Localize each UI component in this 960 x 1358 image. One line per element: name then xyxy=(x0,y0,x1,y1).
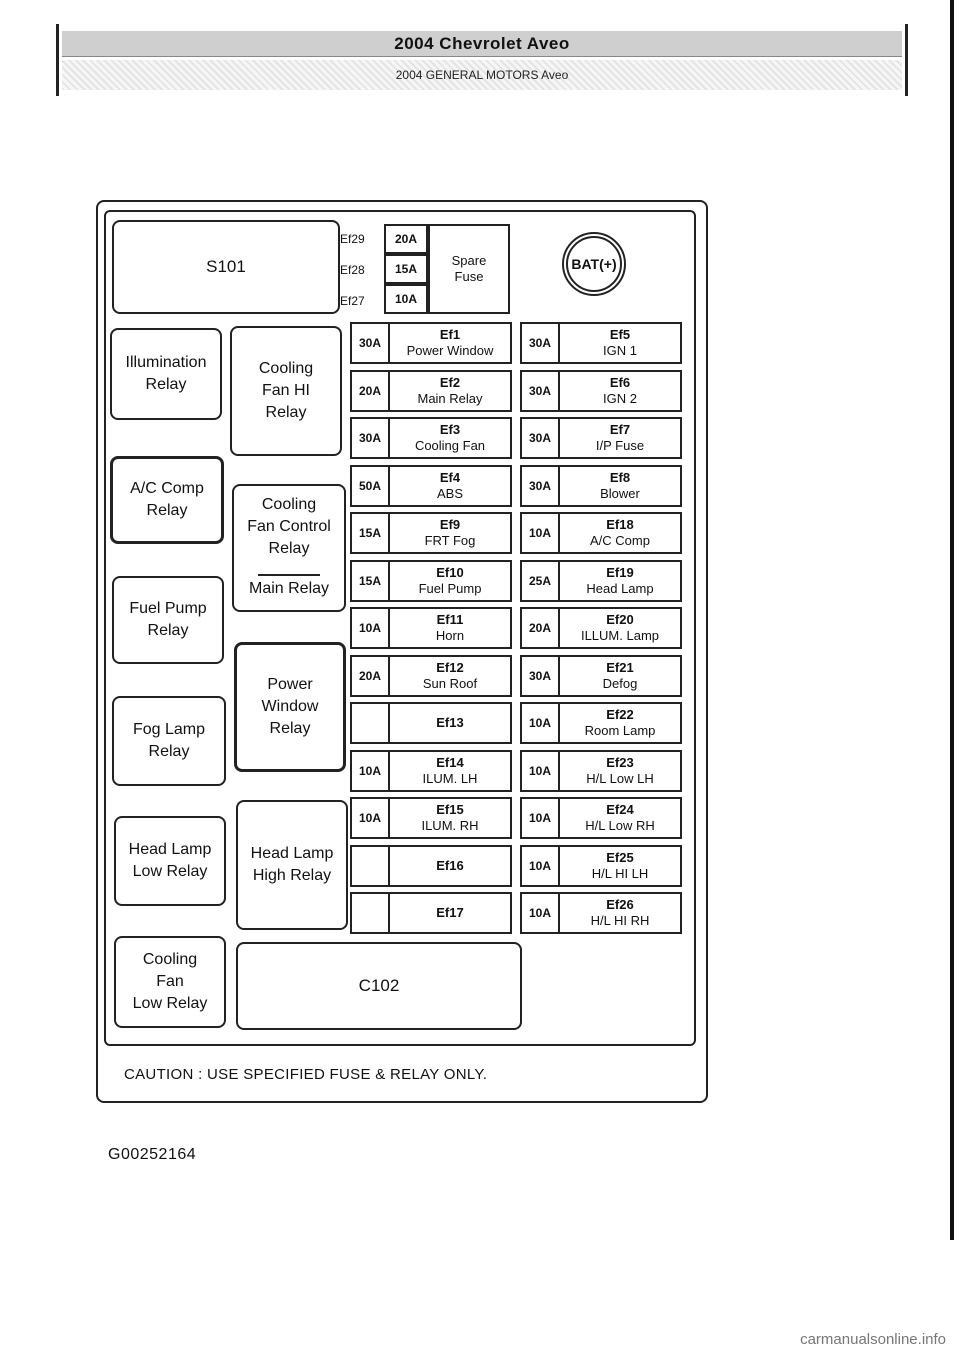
relay-line: Illumination xyxy=(125,354,207,371)
fuse-slot xyxy=(390,417,512,459)
fuse-amperage: 50A xyxy=(350,465,390,507)
fuse-slot xyxy=(560,655,682,697)
fuse-circuit: Power Window xyxy=(406,343,494,358)
fuse-id: Ef10 xyxy=(436,565,464,580)
fuse-amperage: 30A xyxy=(520,655,560,697)
fuse-slot xyxy=(560,607,682,649)
relay-head-lamp-high xyxy=(236,800,348,930)
relay-line: Fog Lamp xyxy=(132,721,206,738)
relay-line: Power xyxy=(267,676,313,693)
fuse-id: Ef25 xyxy=(606,850,634,865)
fuse-slot xyxy=(560,702,682,744)
relay-fog-lamp xyxy=(112,696,226,786)
fuse-circuit: Defog xyxy=(602,676,638,691)
fuse-id: Ef6 xyxy=(609,375,631,390)
fuse-circuit: I/P Fuse xyxy=(595,438,645,453)
fuse-id: Ef14 xyxy=(436,755,464,770)
fuse-circuit: IGN 2 xyxy=(603,391,637,406)
fuse-slot xyxy=(560,892,682,934)
fuse-slot xyxy=(390,370,512,412)
fuse-id: Ef20 xyxy=(606,612,634,627)
connector-c102-label: C102 xyxy=(358,976,400,995)
battery-terminal-label: BAT(+) xyxy=(566,236,622,292)
fuse-amperage: 20A xyxy=(350,370,390,412)
spare-slot-amp: 15A xyxy=(384,254,428,284)
fuse-slot xyxy=(390,512,512,554)
page-edge-line xyxy=(950,0,954,1240)
caution-note: CAUTION : USE SPECIFIED FUSE & RELAY ONLY. xyxy=(124,1066,488,1083)
fuse-id: Ef19 xyxy=(606,565,634,580)
fuse-circuit: H/L Low LH xyxy=(586,771,654,786)
fuse-slot xyxy=(390,750,512,792)
fuse-id: Ef9 xyxy=(439,517,461,532)
fuse-amperage: 10A xyxy=(520,750,560,792)
fuse-amperage: 30A xyxy=(520,370,560,412)
fuse-amperage: 15A xyxy=(350,560,390,602)
relay-line: Low Relay xyxy=(132,995,208,1012)
relay-line: Cooling xyxy=(258,360,314,377)
fuse-slot xyxy=(390,560,512,602)
relay-line: Fan HI xyxy=(261,382,310,399)
fuse-slot xyxy=(560,560,682,602)
connector-s101-label: S101 xyxy=(206,257,246,276)
fuse-slot xyxy=(390,797,512,839)
fuse-circuit: ILUM. RH xyxy=(421,818,479,833)
relay-line: Relay xyxy=(147,622,189,639)
fuse-circuit: FRT Fog xyxy=(424,533,476,548)
fuse-slot xyxy=(390,322,512,364)
fuse-amperage xyxy=(350,702,390,744)
spare-slot-amp: 20A xyxy=(384,224,428,254)
fuse-id: Ef16 xyxy=(436,858,464,873)
spare-slot-amp: 10A xyxy=(384,284,428,314)
fuse-slot xyxy=(560,322,682,364)
fuse-id: Ef26 xyxy=(606,897,634,912)
fuse-amperage: 25A xyxy=(520,560,560,602)
fuse-slot xyxy=(390,607,512,649)
relay-cooling-fan-hi xyxy=(230,326,342,456)
spare-slot-id: Ef27 xyxy=(340,294,365,308)
fuse-id: Ef5 xyxy=(609,327,631,342)
fuse-circuit: H/L Low RH xyxy=(585,818,655,833)
fuse-amperage: 10A xyxy=(520,512,560,554)
page-title: 2004 Chevrolet Aveo xyxy=(62,31,902,57)
fuse-slot xyxy=(560,750,682,792)
fuse-id: Ef3 xyxy=(439,422,461,437)
relay-line: Relay xyxy=(145,376,187,393)
fuse-amperage: 30A xyxy=(350,322,390,364)
fuse-id: Ef8 xyxy=(609,470,631,485)
watermark: carmanualsonline.info xyxy=(800,1331,946,1348)
relay-illumination xyxy=(110,328,222,420)
relay-line: Relay xyxy=(269,720,311,737)
fuse-slot xyxy=(560,465,682,507)
fuse-circuit: H/L HI LH xyxy=(591,866,649,881)
fuse-amperage: 30A xyxy=(520,417,560,459)
spare-slot-id: Ef28 xyxy=(340,263,365,277)
page-subtitle: 2004 GENERAL MOTORS Aveo xyxy=(62,60,902,90)
battery-terminal xyxy=(562,232,626,296)
fuse-id: Ef13 xyxy=(436,715,464,730)
relay-main: Main Relay xyxy=(248,580,330,597)
fuse-id: Ef7 xyxy=(609,422,631,437)
fuse-amperage: 10A xyxy=(520,702,560,744)
relay-line: Cooling xyxy=(142,951,198,968)
relay-line: Head Lamp xyxy=(128,841,212,858)
spare-fuse-label xyxy=(428,224,510,314)
fuse-amperage: 10A xyxy=(350,607,390,649)
fuse-id: Ef17 xyxy=(436,905,464,920)
spare-slot-id: Ef29 xyxy=(340,232,365,246)
fuse-amperage xyxy=(350,892,390,934)
fuse-slot xyxy=(390,702,512,744)
fuse-amperage: 10A xyxy=(350,750,390,792)
fuse-id: Ef24 xyxy=(606,802,634,817)
relay-line: Head Lamp xyxy=(250,845,334,862)
fuse-amperage: 10A xyxy=(520,797,560,839)
fuse-slot xyxy=(560,417,682,459)
relay-line: Relay xyxy=(265,404,307,421)
fuse-amperage: 30A xyxy=(520,322,560,364)
fuse-circuit: Horn xyxy=(435,628,465,643)
fuse-slot xyxy=(560,512,682,554)
relay-cooling-fan-low xyxy=(114,936,226,1028)
fuse-amperage: 10A xyxy=(350,797,390,839)
relay-line: Relay xyxy=(146,502,188,519)
relay-cooling-fan-control-label xyxy=(234,494,344,560)
fuse-circuit: Fuel Pump xyxy=(418,581,482,596)
fuse-amperage: 10A xyxy=(520,845,560,887)
figure-id: G00252164 xyxy=(108,1146,197,1163)
fuse-slot xyxy=(560,797,682,839)
fuse-circuit: Head Lamp xyxy=(586,581,654,596)
fuse-circuit: A/C Comp xyxy=(590,533,650,548)
fuse-id: Ef23 xyxy=(606,755,634,770)
relay-line: Relay xyxy=(148,743,190,760)
fuse-amperage: 30A xyxy=(520,465,560,507)
relay-line: Cooling xyxy=(261,496,317,513)
fuse-id: Ef2 xyxy=(439,375,461,390)
relay-line: Window xyxy=(261,698,319,715)
fuse-amperage: 20A xyxy=(350,655,390,697)
relay-line: Fan Control xyxy=(247,518,331,535)
fuse-circuit: ILLUM. Lamp xyxy=(580,628,660,643)
fuse-id: Ef21 xyxy=(606,660,634,675)
fuse-circuit: Room Lamp xyxy=(584,723,656,738)
fuse-slot xyxy=(560,845,682,887)
relay-line: Fuel Pump xyxy=(129,600,207,617)
fuse-circuit: Main Relay xyxy=(417,391,483,406)
fuse-circuit: IGN 1 xyxy=(603,343,637,358)
fuse-slot xyxy=(390,845,512,887)
relay-line: Low Relay xyxy=(132,863,208,880)
fuse-circuit: Cooling Fan xyxy=(414,438,486,453)
fuse-id: Ef4 xyxy=(439,470,461,485)
fuse-id: Ef12 xyxy=(436,660,464,675)
fuse-circuit: ABS xyxy=(436,486,463,501)
relay-line: A/C Comp xyxy=(130,480,204,497)
fuse-amperage: 15A xyxy=(350,512,390,554)
fuse-slot xyxy=(390,655,512,697)
fuse-amperage xyxy=(350,845,390,887)
fuse-id: Ef1 xyxy=(439,327,461,342)
fuse-id: Ef15 xyxy=(436,802,464,817)
fuse-id: Ef18 xyxy=(606,517,634,532)
fuse-slot xyxy=(390,892,512,934)
relay-line: High Relay xyxy=(252,867,332,884)
relay-divider xyxy=(258,574,320,576)
fuse-id: Ef11 xyxy=(436,612,464,627)
fuse-slot xyxy=(560,370,682,412)
fuse-circuit: Sun Roof xyxy=(422,676,478,691)
spare-fuse-line: Spare xyxy=(451,253,487,268)
relay-power-window xyxy=(234,642,346,772)
connector-c102 xyxy=(236,942,522,1030)
fuse-circuit: Blower xyxy=(600,486,640,501)
relay-line: Relay xyxy=(268,540,310,557)
fuse-amperage: 30A xyxy=(350,417,390,459)
relay-ac-comp xyxy=(110,456,224,544)
relay-cooling-fan-control xyxy=(232,484,346,612)
fuse-id: Ef22 xyxy=(606,707,634,722)
fuse-amperage: 20A xyxy=(520,607,560,649)
relay-fuel-pump xyxy=(112,576,224,664)
fuse-amperage: 10A xyxy=(520,892,560,934)
relay-line: Fan xyxy=(156,973,184,990)
relay-head-lamp-low xyxy=(114,816,226,906)
fuse-slot xyxy=(390,465,512,507)
fuse-circuit: ILUM. LH xyxy=(422,771,478,786)
connector-s101 xyxy=(112,220,340,314)
fuse-circuit: H/L HI RH xyxy=(590,913,650,928)
spare-fuse-line: Fuse xyxy=(454,269,484,284)
